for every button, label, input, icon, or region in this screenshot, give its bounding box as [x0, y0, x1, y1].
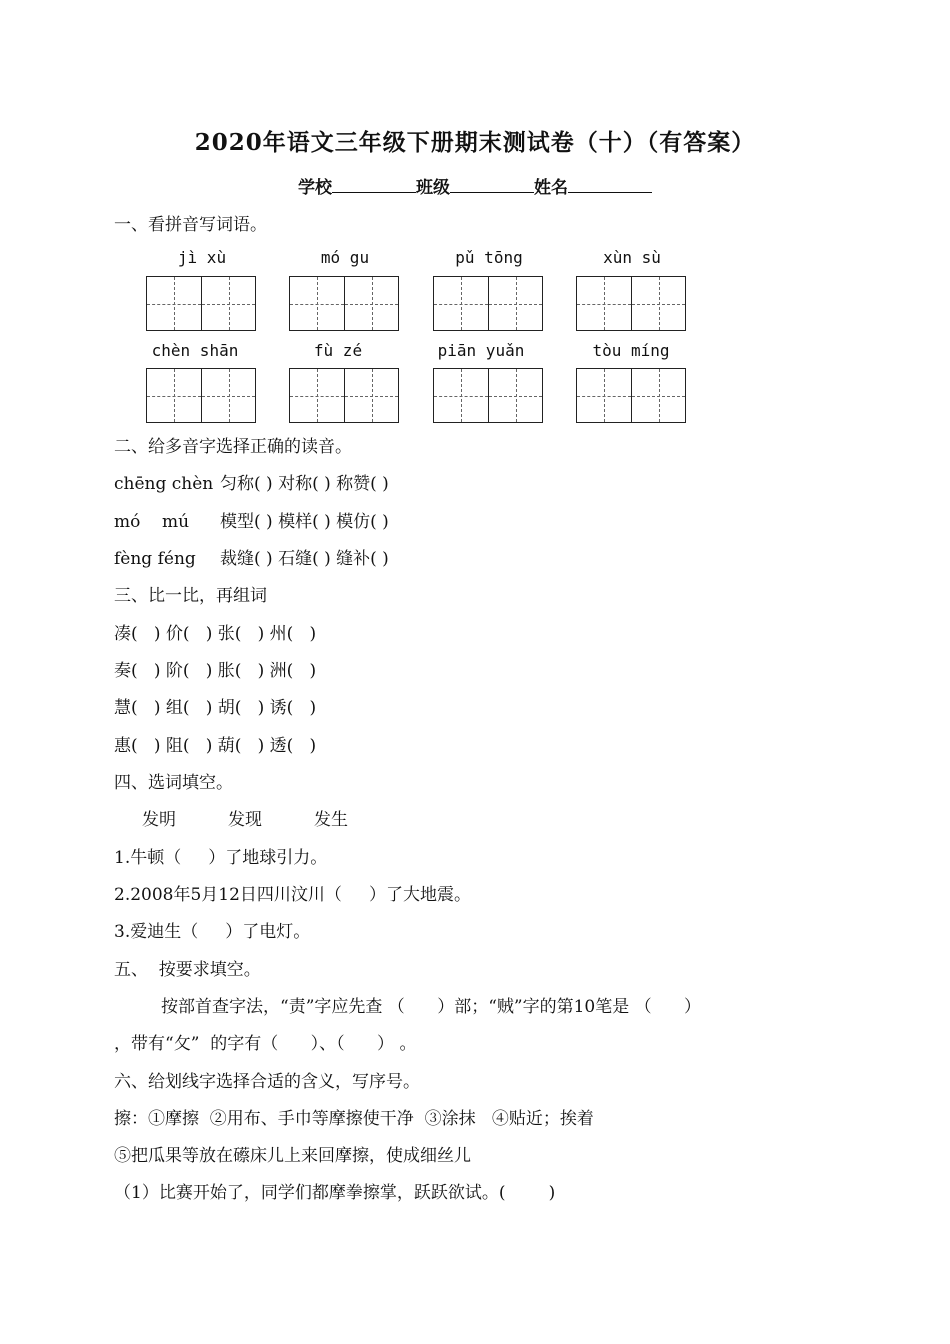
grid-cell[interactable]	[434, 369, 488, 422]
radical-question: 按部首查字法，“责”字应先查 （ ）部；“贼”字的第10笔是 （ ）	[161, 997, 702, 1017]
section6-heading: 六、给划线字选择合适的含义，写序号。	[114, 1072, 420, 1092]
meaning-options-cont: ⑤把瓜果等放在礤床儿上来回摩擦，使成细丝儿	[114, 1146, 471, 1166]
grid-cell[interactable]	[201, 369, 255, 422]
writing-grid[interactable]	[146, 368, 256, 423]
section2-heading: 二、给多音字选择正确的读音。	[114, 437, 352, 457]
meaning-question: （1）比赛开始了，同学们都摩拳擦掌，跃跃欲试。( )	[114, 1183, 556, 1203]
writing-grid[interactable]	[576, 368, 686, 423]
grid-cell[interactable]	[631, 369, 685, 422]
fill-question: 2.2008年5月12日四川汶川（ ）了大地震。	[114, 885, 471, 905]
name-blank[interactable]	[568, 176, 652, 193]
meaning-options: 擦：①摩擦 ②用布、手巾等摩擦使干净 ③涂抹 ④贴近；挨着	[114, 1109, 594, 1129]
polyphone-line	[114, 544, 389, 569]
section1-heading: 一、看拼音写词语。	[114, 215, 267, 235]
writing-grid[interactable]	[576, 276, 686, 331]
grid-cell[interactable]	[344, 277, 398, 330]
polyphone-items: 模型( ) 模样( ) 模仿( )	[220, 512, 389, 532]
pinyin-label: xùn sù	[603, 248, 661, 267]
polyphone-line	[114, 507, 389, 532]
grid-cell[interactable]	[577, 369, 631, 422]
pinyin-label: jì xù	[177, 248, 227, 267]
fill-question: 1.牛顿（ ）了地球引力。	[114, 848, 328, 868]
polyphone-pinyin: mó mú	[114, 512, 190, 532]
writing-grid[interactable]	[289, 276, 399, 331]
polyphone-items: 匀称( ) 对称( ) 称赞( )	[220, 474, 389, 494]
word-option: 发明	[142, 810, 176, 830]
writing-grid[interactable]	[433, 368, 543, 423]
pinyin-label: mó gu	[320, 248, 370, 267]
section5-heading: 五、 按要求填空。	[114, 960, 261, 980]
compare-line: 惠( ) 阻( ) 葫( ) 透( )	[114, 736, 317, 756]
compare-line: 慧( ) 组( ) 胡( ) 诱( )	[114, 698, 317, 718]
pinyin-label: fù zé	[313, 341, 363, 360]
pinyin-label: tòu míng	[592, 341, 670, 360]
student-info-line	[0, 173, 950, 198]
writing-grid[interactable]	[433, 276, 543, 331]
polyphone-pinyin: chēng chèn	[114, 474, 214, 494]
word-option: 发生	[314, 810, 348, 830]
writing-grid[interactable]	[289, 368, 399, 423]
grid-cell[interactable]	[488, 369, 542, 422]
page-title: 2020年语文三年级下册期末测试卷（十）（有答案）	[194, 129, 756, 156]
school-label: 学校	[298, 178, 332, 198]
fill-question: 3.爱迪生（ ）了电灯。	[114, 922, 311, 942]
pinyin-label: pǔ tōng	[455, 248, 523, 267]
word-option: 发现	[228, 810, 262, 830]
school-blank[interactable]	[332, 176, 416, 193]
grid-cell[interactable]	[631, 277, 685, 330]
grid-cell[interactable]	[147, 277, 201, 330]
section4-heading: 四、选词填空。	[114, 773, 233, 793]
polyphone-items: 裁缝( ) 石缝( ) 缝补( )	[220, 549, 389, 569]
grid-cell[interactable]	[201, 277, 255, 330]
writing-grid[interactable]	[146, 276, 256, 331]
pinyin-label: chèn shān	[151, 341, 239, 360]
polyphone-line	[114, 469, 389, 494]
compare-line: 奏( ) 阶( ) 胀( ) 洲( )	[114, 661, 317, 681]
grid-cell[interactable]	[290, 277, 344, 330]
grid-cell[interactable]	[577, 277, 631, 330]
section3-heading: 三、比一比，再组词	[114, 586, 267, 606]
pinyin-label: piān yuǎn	[437, 341, 525, 360]
grid-cell[interactable]	[488, 277, 542, 330]
grid-cell[interactable]	[344, 369, 398, 422]
class-label: 班级	[416, 178, 450, 198]
class-blank[interactable]	[450, 176, 534, 193]
grid-cell[interactable]	[434, 277, 488, 330]
name-label: 姓名	[534, 178, 568, 198]
grid-cell[interactable]	[147, 369, 201, 422]
grid-cell[interactable]	[290, 369, 344, 422]
radical-question-cont: ，带有“攵” 的字有（ ）、（ ） 。	[114, 1034, 417, 1054]
compare-line: 凑( ) 价( ) 张( ) 州( )	[114, 624, 317, 644]
polyphone-pinyin: fèng féng	[114, 549, 196, 569]
